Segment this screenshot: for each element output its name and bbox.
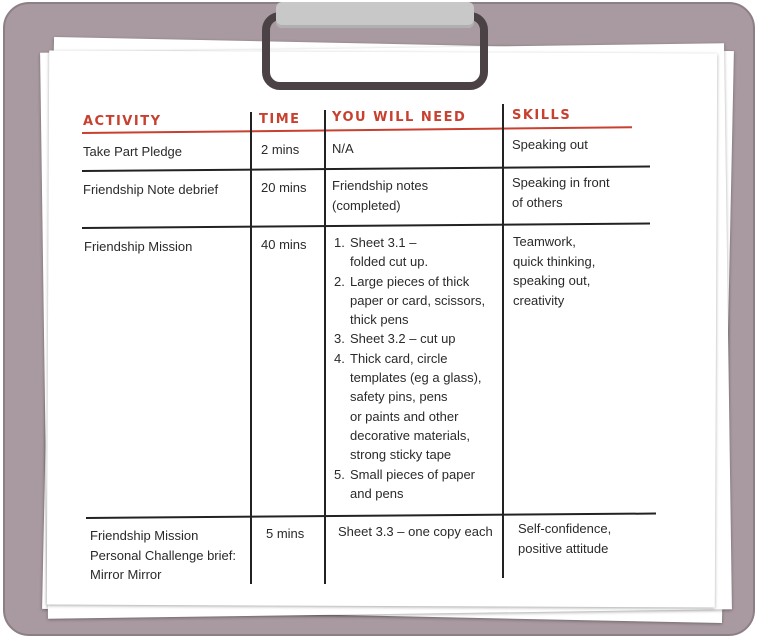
- row-divider-3: [86, 513, 656, 519]
- list-item: 1. Sheet 3.1 – folded cut up.: [334, 235, 429, 270]
- list-item: 5. Small pieces of paper and pens: [334, 466, 476, 501]
- table-row-2-skills: Speaking in front of others: [512, 175, 610, 210]
- table-row-2-activity: Friendship Note debrief: [83, 182, 219, 197]
- column-divider-2: [324, 110, 326, 584]
- table-row-3-time: 40 mins: [261, 237, 307, 252]
- table-row-1-activity: Take Part Pledge: [83, 144, 183, 159]
- table-row-4-activity: Friendship Mission Personal Challenge brief: Mirror Mirror: [90, 528, 236, 582]
- table-row-1-need: N/A: [332, 141, 354, 156]
- table-row-2-need: Friendship notes (completed): [332, 178, 429, 213]
- table-row-4-skills: Self-confidence, positive attitude: [518, 521, 612, 556]
- table-row-3-need-list: [334, 233, 499, 503]
- list-item: 4. Thick card, circle templates (eg a glass), safety pins, pens or paints and other decorative materials, strong sticky tape: [334, 350, 482, 463]
- list-item: 2. Large pieces of thick paper or card, scissors, thick pens: [334, 273, 486, 328]
- header-you-will-need: YOU WILL NEED: [332, 110, 467, 125]
- header-time: TIME: [259, 112, 301, 127]
- header-activity: ACTIVITY: [83, 114, 162, 129]
- list-item: 3. Sheet 3.2 – cut up: [334, 331, 456, 347]
- table-row-3-activity: Friendship Mission: [84, 239, 193, 254]
- table-row-1-time: 2 mins: [261, 142, 300, 157]
- table-row-4-need: Sheet 3.3 – one copy each: [338, 524, 493, 539]
- table-row-3-skills: Teamwork, quick thinking, speaking out, creativity: [513, 234, 596, 308]
- header-rule: [82, 126, 632, 134]
- header-skills: SKILLS: [512, 108, 572, 123]
- row-divider-2: [82, 223, 650, 229]
- table-row-4-time: 5 mins: [266, 526, 305, 541]
- column-divider-3: [502, 104, 504, 578]
- table-row-2-time: 20 mins: [261, 180, 307, 195]
- row-divider-1: [82, 166, 650, 172]
- table-row-1-skills: Speaking out: [512, 137, 588, 152]
- column-divider-1: [250, 112, 252, 584]
